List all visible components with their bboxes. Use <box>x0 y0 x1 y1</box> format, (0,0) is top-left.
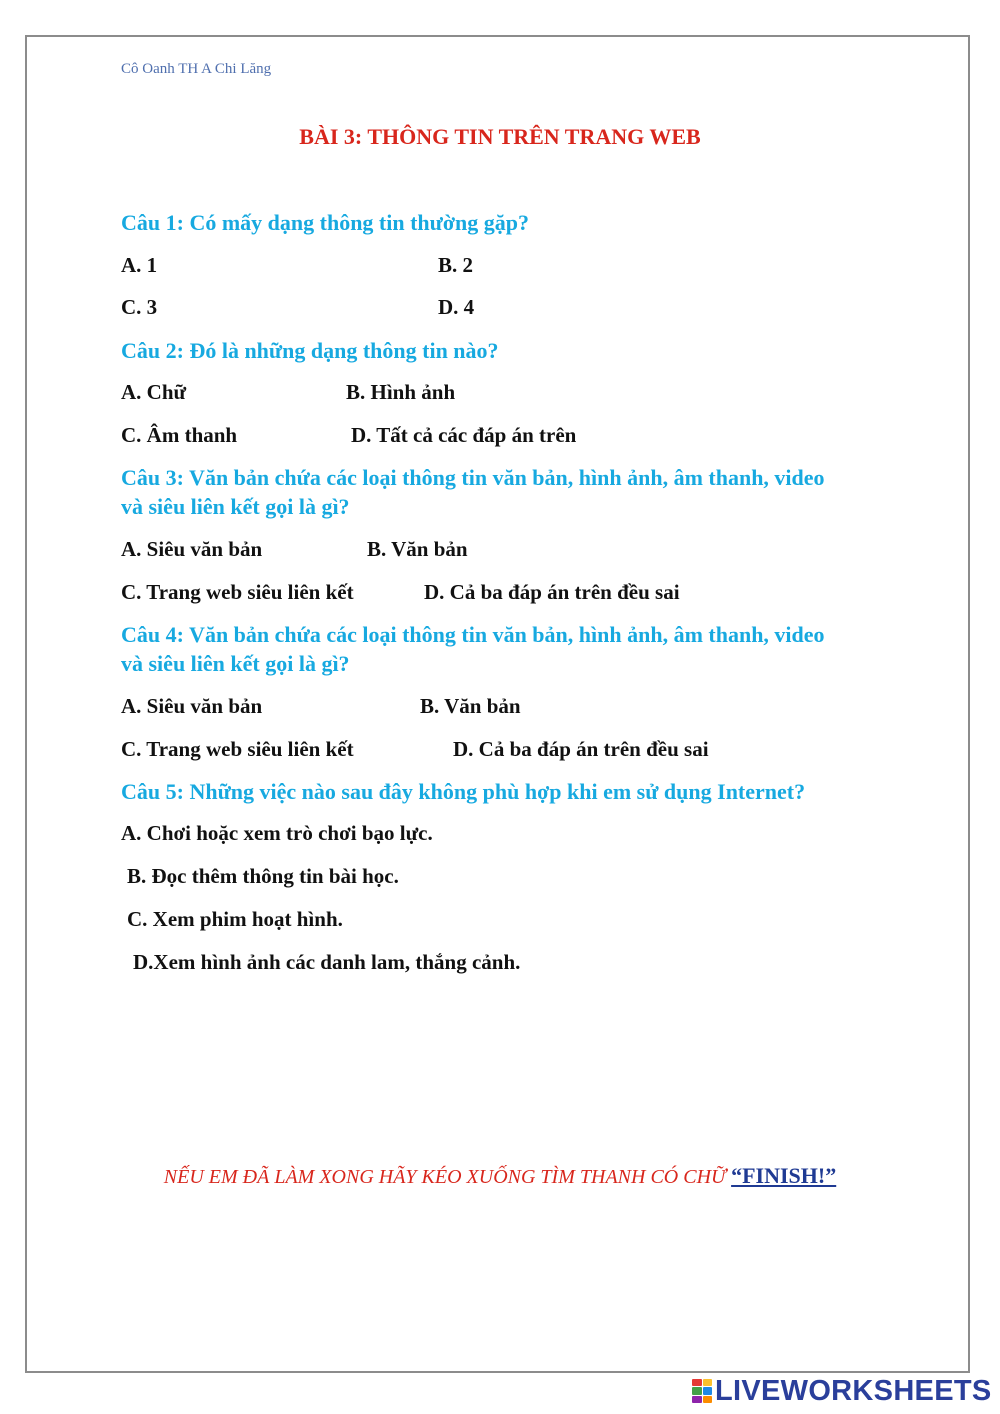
finish-instruction-text: NẾU EM ĐÃ LÀM XONG HÃY KÉO XUỐNG TÌM THANH CÓ CHỮ <box>163 1166 732 1188</box>
finish-word: “FINISH!” <box>731 1163 837 1188</box>
question-1: Câu 1: Có mấy dạng thông tin thường gặp? <box>121 210 530 235</box>
grid-cell <box>692 1379 702 1386</box>
q5-option-c: C. Xem phim hoạt hình. <box>127 907 343 931</box>
q1-option-b: B. 2 <box>438 253 474 277</box>
q3-option-c: C. Trang web siêu liên kết <box>121 580 354 604</box>
q2-option-c: C. Âm thanh <box>121 423 238 447</box>
q3-option-d: D. Cả ba đáp án trên đều sai <box>424 580 680 604</box>
grid-cell <box>703 1387 713 1394</box>
question-4-line-1: Câu 4: Văn bản chứa các loại thông tin văn bản, hình ảnh, âm thanh, video <box>121 622 825 647</box>
question-3-line-1: Câu 3: Văn bản chứa các loại thông tin văn bản, hình ảnh, âm thanh, video <box>121 465 825 490</box>
q2-option-b: B. Hình ảnh <box>346 380 456 404</box>
q1-option-a: A. 1 <box>121 253 158 277</box>
q1-option-c: C. 3 <box>121 295 158 319</box>
q4-option-c: C. Trang web siêu liên kết <box>121 737 354 761</box>
q5-option-a: A. Chơi hoặc xem trò chơi bạo lực. <box>121 821 433 845</box>
question-2: Câu 2: Đó là những dạng thông tin nào? <box>121 338 499 363</box>
liveworksheets-logo <box>692 1375 992 1407</box>
q3-option-b: B. Văn bản <box>367 537 468 561</box>
q1-option-d: D. 4 <box>438 295 475 319</box>
q4-option-d: D. Cả ba đáp án trên đều sai <box>453 737 709 761</box>
q4-option-b: B. Văn bản <box>420 694 521 718</box>
q5-option-b: B. Đọc thêm thông tin bài học. <box>127 864 399 888</box>
liveworksheets-wordmark: LIVEWORKSHEETS <box>715 1374 992 1407</box>
q2-option-a: A. Chữ <box>121 380 187 404</box>
q2-option-d: D. Tất cả các đáp án trên <box>351 423 577 447</box>
q4-option-a: A. Siêu văn bản <box>121 694 263 718</box>
q3-option-a: A. Siêu văn bản <box>121 537 263 561</box>
grid-cell <box>703 1396 713 1403</box>
question-5: Câu 5: Những việc nào sau đây không phù hợp khi em sử dụng Internet? <box>121 779 806 804</box>
liveworksheets-grid-icon <box>692 1379 712 1403</box>
question-3-line-2: và siêu liên kết gọi là gì? <box>121 494 350 519</box>
author-header: Cô Oanh TH A Chi Lăng <box>121 61 272 77</box>
finish-instruction <box>0 1163 1000 1189</box>
worksheet-title: BÀI 3: THÔNG TIN TRÊN TRANG WEB <box>299 124 701 149</box>
question-4-line-2: và siêu liên kết gọi là gì? <box>121 651 350 676</box>
grid-cell <box>692 1387 702 1394</box>
q5-option-d: D.Xem hình ảnh các danh lam, thắng cảnh. <box>133 950 521 974</box>
grid-cell <box>703 1379 713 1386</box>
grid-cell <box>692 1396 702 1403</box>
